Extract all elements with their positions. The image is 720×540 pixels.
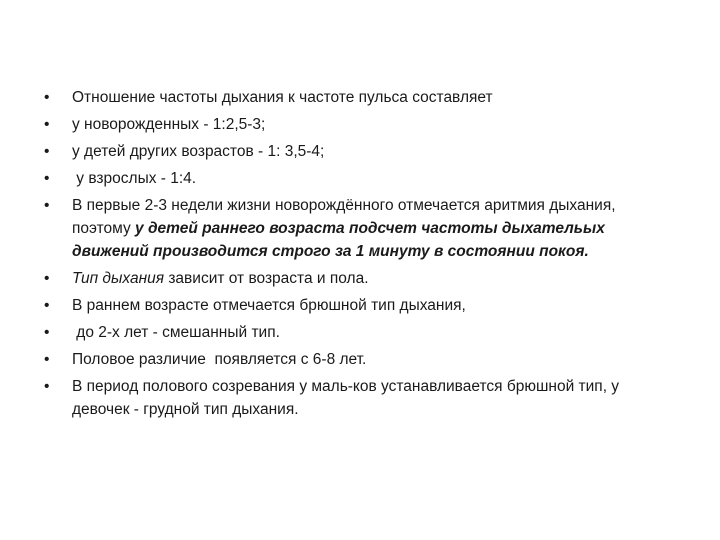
- list-item-text: В период полового созревания у маль-ков устанавливается брюшной тип, у девочек - грудной тип дыхания.: [72, 378, 620, 418]
- list-item: [44, 194, 674, 263]
- list-item: [44, 113, 674, 136]
- bullet-icon: •: [44, 270, 50, 287]
- bullet-icon: •: [44, 297, 50, 314]
- list-item-text: у взрослых - 1:4.: [72, 170, 197, 187]
- list-item-text: у новорожденных - 1:2,5-3;: [72, 116, 266, 133]
- bullet-icon: •: [44, 116, 50, 133]
- list-item: [44, 140, 674, 163]
- list-item-suffix: зависит от возраста и пола.: [164, 270, 369, 287]
- bullet-icon: •: [44, 170, 50, 187]
- bullet-icon: •: [44, 351, 50, 368]
- list-item: [44, 375, 674, 421]
- list-item-text: до 2-х лет - смешанный тип.: [72, 324, 280, 341]
- list-item-text: Отношение частоты дыхания к частоте пульса составляет: [72, 89, 493, 106]
- list-item-text: Половое различие появляется с 6-8 лет.: [72, 351, 367, 368]
- list-item-emphasis: у детей раннего возраста подсчет частоты дыхательых движений производится строго за 1 минуту в состоянии покоя: [72, 220, 605, 260]
- list-item: [44, 86, 674, 109]
- list-item-text: В первые 2-3 недели жизни новорождённого отмечается аритмия дыхания, поэтому: [72, 197, 616, 237]
- list-item: [44, 167, 674, 190]
- bullet-icon: •: [44, 324, 50, 341]
- list-item-text: В раннем возрасте отмечается брюшной тип дыхания,: [72, 297, 466, 314]
- bullet-list: [44, 86, 674, 425]
- list-item: [44, 267, 674, 290]
- list-item: [44, 321, 674, 344]
- list-item-emphasis: Тип дыхания: [72, 270, 165, 287]
- list-item: [44, 294, 674, 317]
- bullet-icon: •: [44, 197, 50, 214]
- bullet-icon: •: [44, 89, 50, 106]
- bullet-icon: •: [44, 143, 50, 160]
- list-item-text: у детей других возрастов - 1: 3,5-4;: [72, 143, 325, 160]
- list-item: [44, 348, 674, 371]
- list-item-suffix: .: [584, 243, 589, 260]
- bullet-icon: •: [44, 378, 50, 395]
